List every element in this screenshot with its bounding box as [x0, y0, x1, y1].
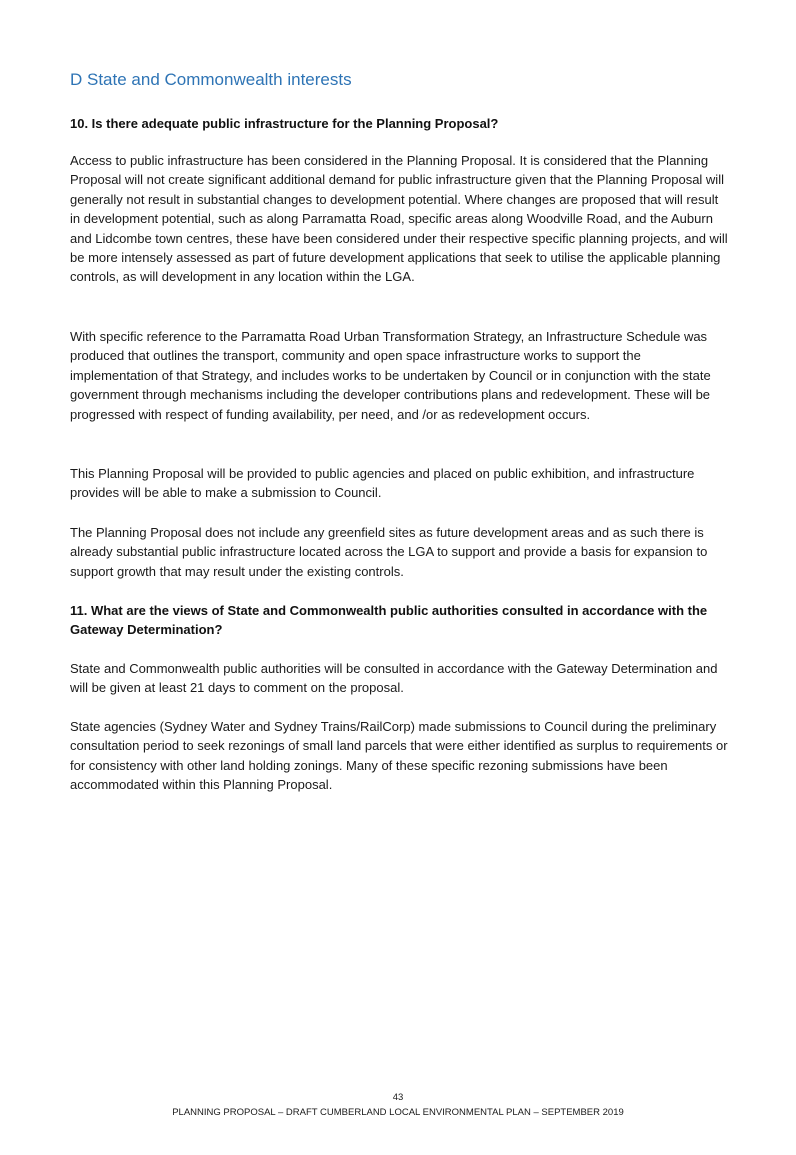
question-11-title: 11. What are the views of State and Commonwealth public authorities consulted in accordance with the Gateway Determination? [70, 603, 708, 638]
footer-document-title: PLANNING PROPOSAL – DRAFT CUMBERLAND LOCAL ENVIRONMENTAL PLAN – SEPTEMBER 2019 [172, 1107, 624, 1118]
q10-paragraph-4: The Planning Proposal does not include any greenfield sites as future development areas and as such there is already substantial public infrastructure located across the LGA to support and provide a basis for expansion to support growth that may result under the existing controls. [70, 525, 708, 579]
question-10-title: 10. Is there adequate public infrastructure for the Planning Proposal? [70, 116, 499, 131]
q10-paragraph-2: With specific reference to the Parramatta Road Urban Transformation Strategy, an Infrastructure Schedule was produced that outlines the transport, community and open space infrastructure works to support the implementation of that Strategy, and includes works to be undertaken by Council or in conjunction with the state government through mechanisms including the developer contributions plans and redevelopment. These will be progressed with respect of funding availability, per need, and /or as redevelopment occurs. [70, 329, 711, 422]
section-heading: D State and Commonwealth interests [70, 70, 352, 89]
q11-paragraph-2: State agencies (Sydney Water and Sydney Trains/RailCorp) made submissions to Council during the preliminary consultation period to seek rezonings of small land parcels that were either identified as surplus to requirements or for consistency with other land holding zonings. Many of these specific rezoning submissions have been accommodated within this Planning Proposal. [70, 719, 728, 793]
page-number: 43 [392, 1092, 404, 1103]
q10-paragraph-3: This Planning Proposal will be provided to public agencies and placed on public exhibition, and infrastructure provides will be able to make a submission to Council. [70, 466, 695, 501]
q10-paragraph-1: Access to public infrastructure has been considered in the Planning Proposal. It is considered that the Planning Proposal will not create significant additional demand for public infrastructure given that the Planning Proposal will generally not result in substantial changes to development potential. Where changes are proposed that will result in development potential, such as along Parramatta Road, specific areas along Woodville Road, and the Auburn and Lidcombe town centres, these have been considered under their respective specific planning projects, and will be more intensely assessed as part of future development applications that seek to utilise the applicable planning controls, as will development in any location within the LGA. [70, 153, 728, 285]
q11-paragraph-1: State and Commonwealth public authorities will be consulted in accordance with the Gateway Determination and will be given at least 21 days to comment on the proposal. [70, 661, 718, 696]
